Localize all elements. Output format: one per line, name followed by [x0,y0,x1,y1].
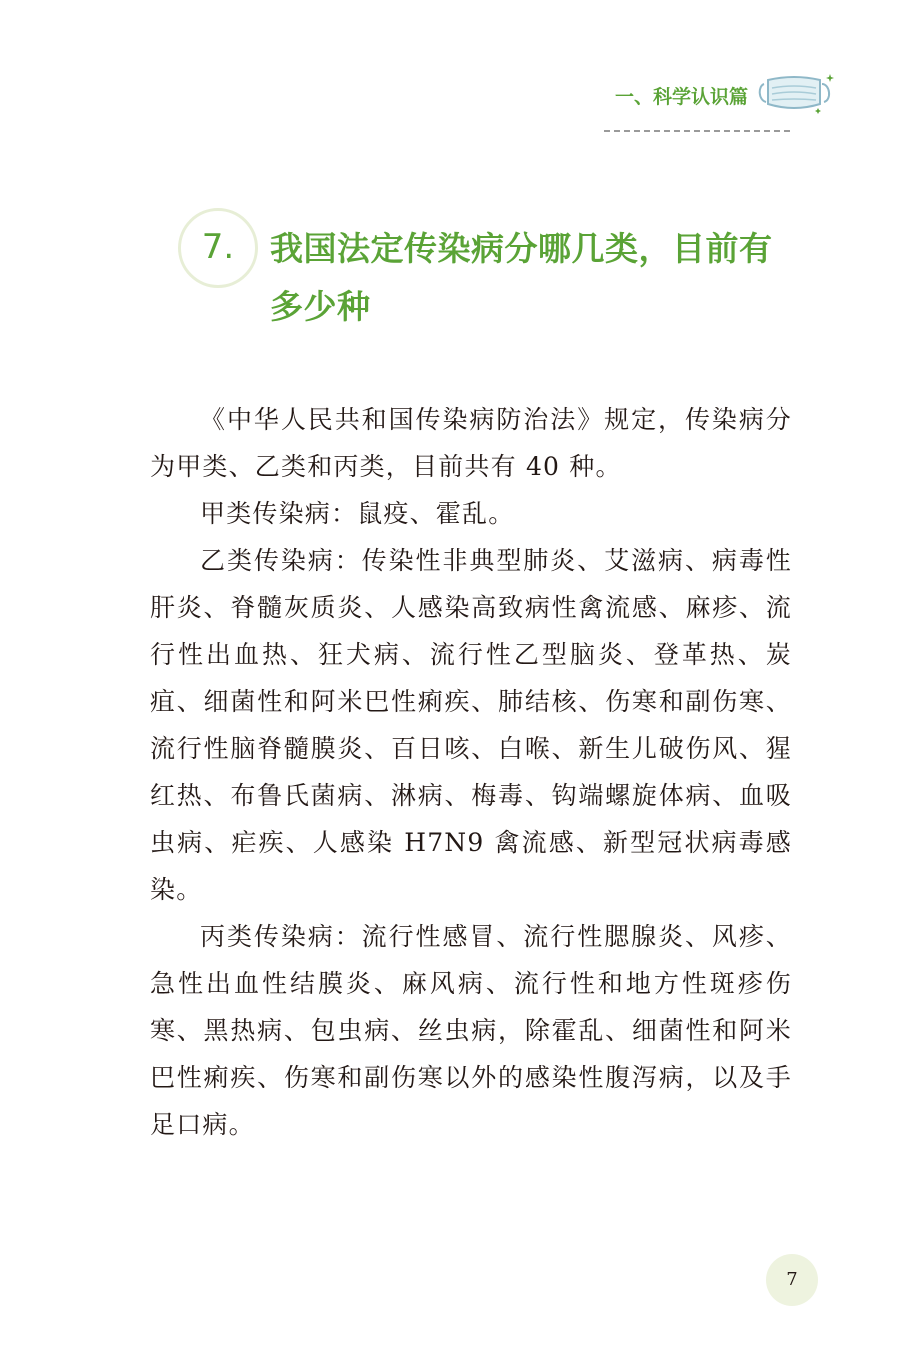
body-text [150,396,792,1148]
paragraph-class-c: 丙类传染病：流行性感冒、流行性腮腺炎、风疹、急性出血性结膜炎、麻风病、流行性和地方性斑疹伤寒、黑热病、包虫病、丝虫病，除霍乱、细菌性和阿米巴性痢疾、伤寒和副伤寒以外的感染性腹泻病，以及手足口病。 [150,922,792,1139]
question-heading [178,208,818,338]
paragraph-class-b: 乙类传染病：传染性非典型肺炎、艾滋病、病毒性肝炎、脊髓灰质炎、人感染高致病性禽流感、麻疹、流行性出血热、狂犬病、流行性乙型脑炎、登革热、炭疽、细菌性和阿米巴性痢疾、肺结核、伤寒和副伤寒、流行性脑脊髓膜炎、百日咳、白喉、新生儿破伤风、猩红热、布鲁氏菌病、淋病、梅毒、钩端螺旋体病、血吸虫病、疟疾、人感染 H7N9 禽流感、新型冠状病毒感染。 [150,546,792,904]
paragraph-intro: 《中华人民共和国传染病防治法》规定，传染病分为甲类、乙类和丙类，目前共有 40 种。 [150,405,792,481]
face-mask-icon [758,72,840,116]
question-number: 7. [201,227,235,267]
question-title: 我国法定传染病分哪几类，目前有多少种 [270,229,773,326]
header-divider [604,130,790,132]
page-number-badge [766,1254,818,1306]
paragraph-class-a: 甲类传染病：鼠疫、霍乱。 [200,499,515,528]
page-number: 7 [786,1269,798,1290]
section-label: 一、科学认识篇 [614,86,748,108]
running-header [600,72,840,142]
